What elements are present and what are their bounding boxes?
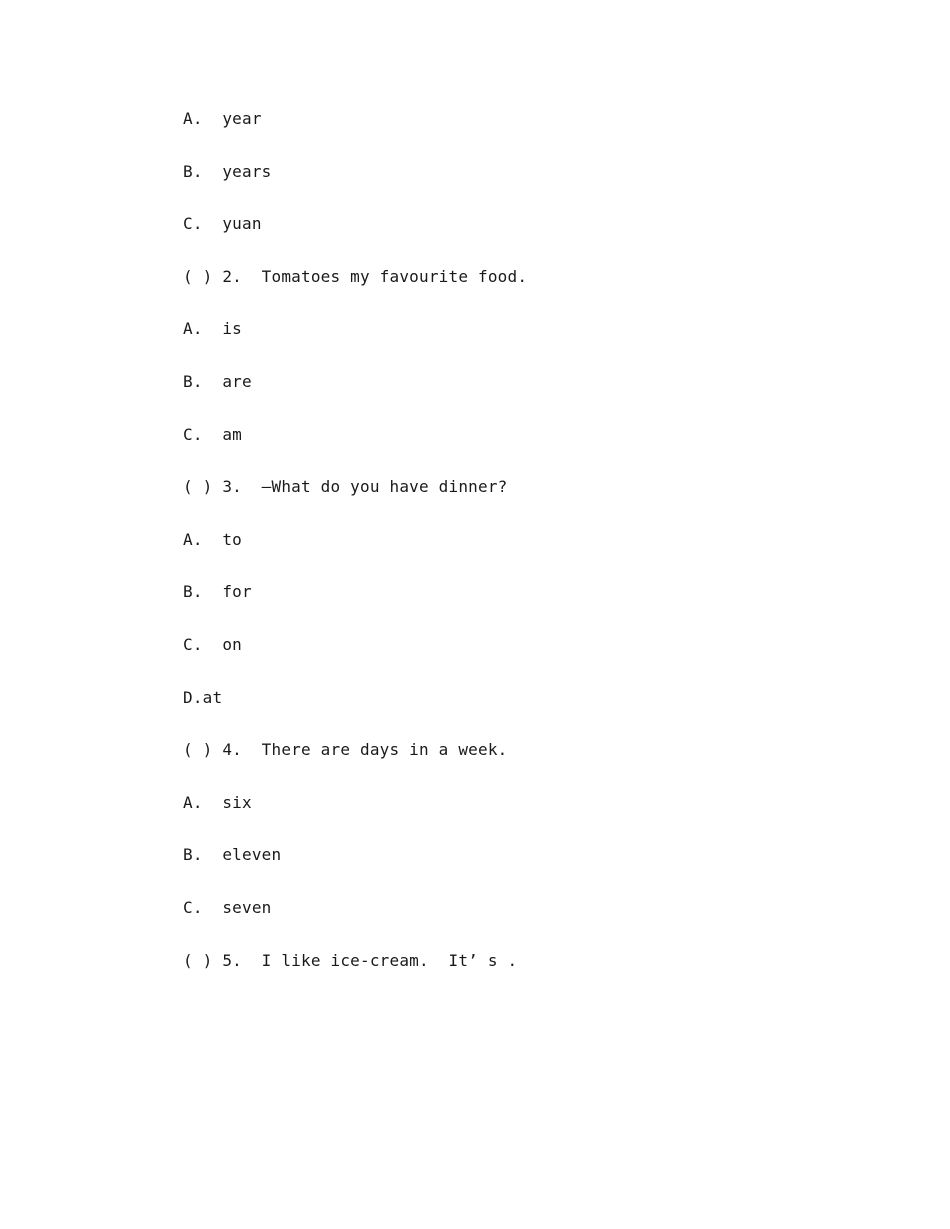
option-c-seven: C. seven: [183, 897, 272, 917]
document-content: [183, 108, 863, 1002]
option-a-six: A. six: [183, 792, 252, 812]
option-a-is: A. is: [183, 319, 242, 339]
option-d-at: D.at: [183, 687, 223, 707]
option-c-yuan: C. yuan: [183, 214, 262, 234]
option-c-on: C. on: [183, 634, 242, 654]
option-c-am: C. am: [183, 424, 242, 444]
option-b-eleven: B. eleven: [183, 845, 282, 865]
option-a-year: A. year: [183, 109, 262, 128]
option-b-are: B. are: [183, 371, 252, 391]
question-3: ( ) 3. —What do you have dinner?: [183, 477, 508, 497]
option-b-for: B. for: [183, 582, 252, 602]
option-a-to: A. to: [183, 529, 242, 549]
question-5: ( ) 5. I like ice-cream. It’ s .: [183, 950, 518, 970]
option-b-years: B. years: [183, 161, 272, 181]
question-4: ( ) 4. There are days in a week.: [183, 740, 508, 760]
question-2: ( ) 2. Tomatoes my favourite food.: [183, 266, 528, 286]
